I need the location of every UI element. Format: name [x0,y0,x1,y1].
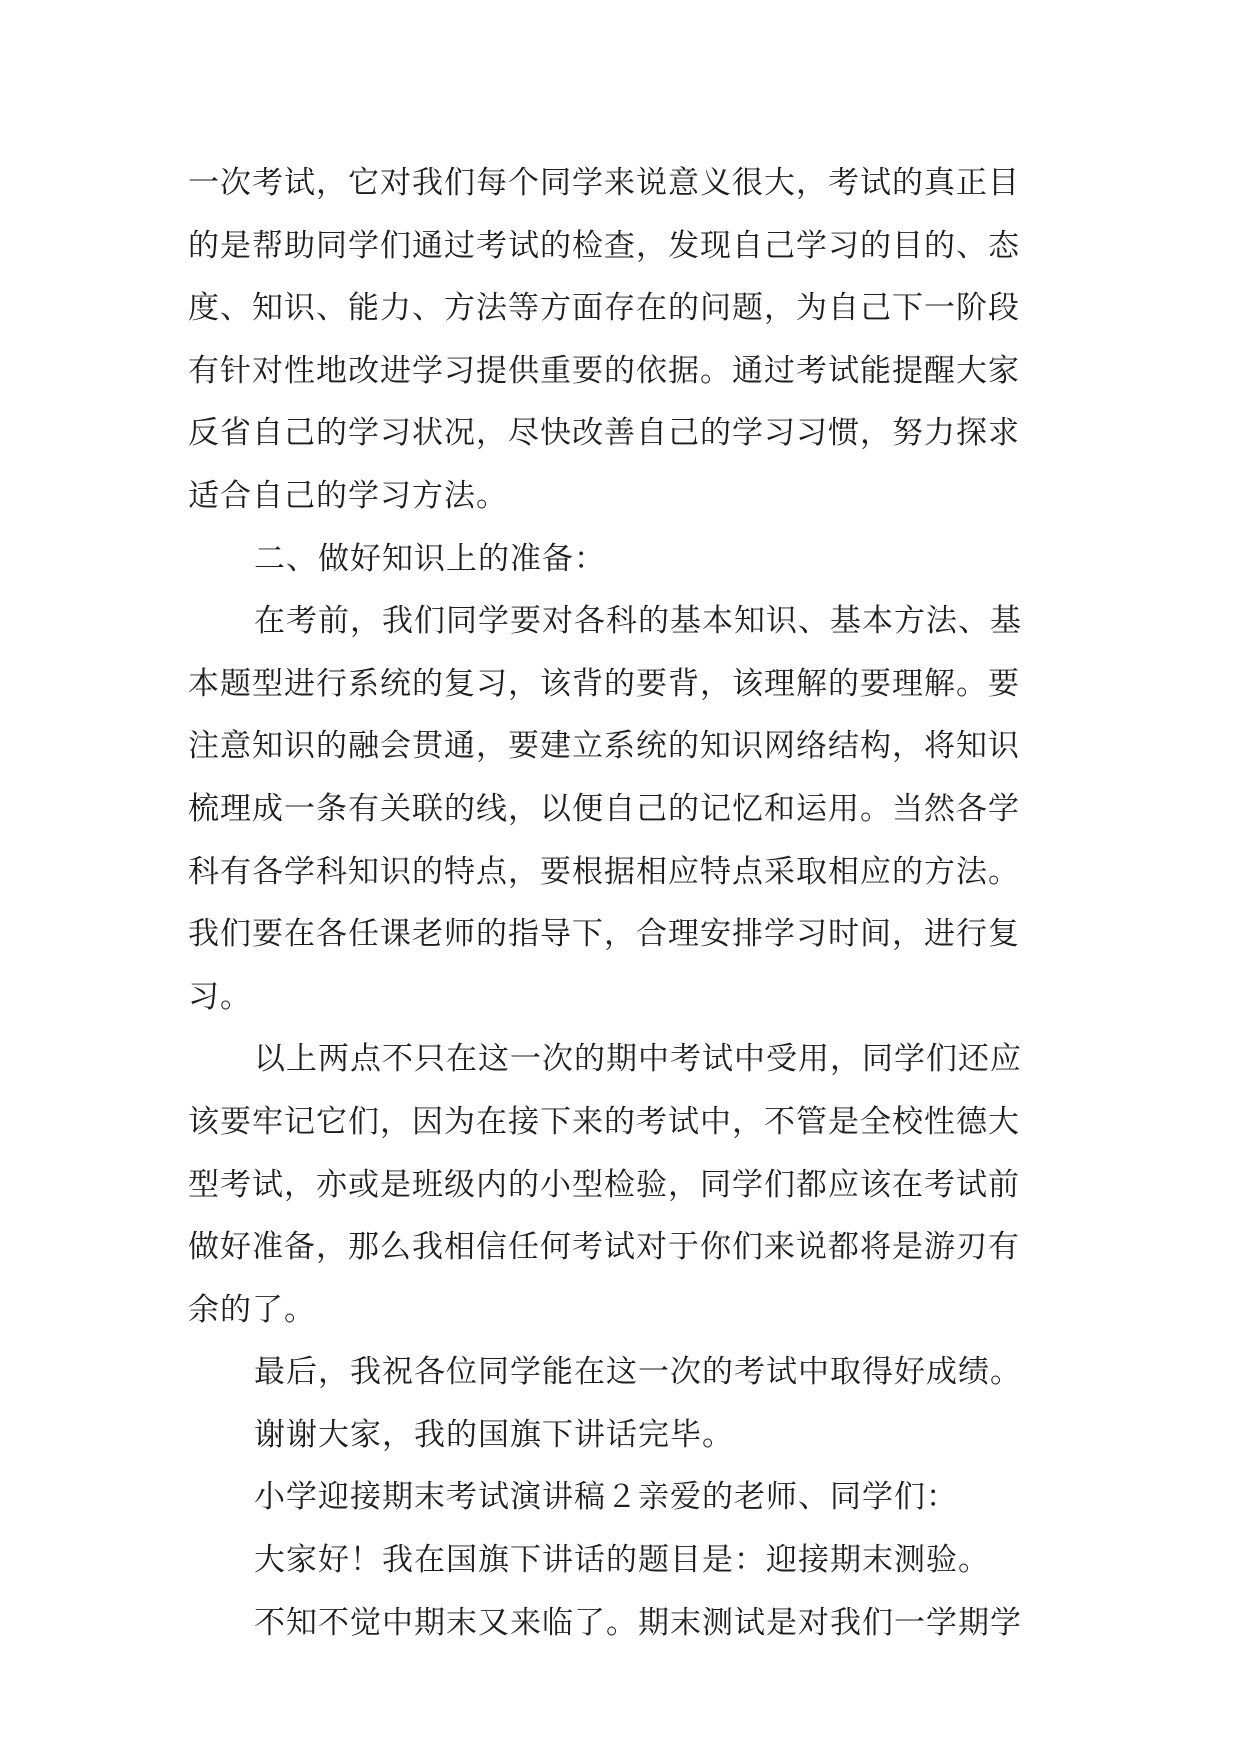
text-line: 适合自己的学习方法。 [188,477,508,514]
text-line: 型考试，亦或是班级内的小型检验，同学们都应该在考试前 [188,1166,1020,1203]
text-line: 该要牢记它们，因为在接下来的考试中，不管是全校性德大 [188,1103,1020,1140]
text-line: 不知不觉中期末又来临了。期末测试是对我们一学期学 [254,1604,1022,1641]
paragraph [188,1028,1068,1341]
paragraph [188,1529,1068,1592]
paragraph [188,528,1068,591]
document-body [188,152,1068,1654]
paragraph [188,590,1068,1028]
text-line: 小学迎接期末考试演讲稿２亲爱的老师、同学们： [254,1479,958,1516]
text-line: 梳理成一条有关联的线，以便自己的记忆和运用。当然各学 [188,790,1020,827]
text-line: 余的了。 [188,1291,316,1328]
text-line: 大家好！我在国旗下讲话的题目是：迎接期末测验。 [254,1542,990,1579]
text-line: 最后，我祝各位同学能在这一次的考试中取得好成绩。 [254,1354,1022,1391]
paragraph [188,1592,1068,1655]
text-line: 科有各学科知识的特点，要根据相应特点采取相应的方法。 [188,853,1020,890]
paragraph [188,152,1068,528]
text-line: 反省自己的学习状况，尽快改善自己的学习习惯，努力探求 [188,415,1020,452]
text-line: 习。 [188,978,252,1015]
text-line: 注意知识的融会贯通，要建立系统的知识网络结构，将知识 [188,728,1020,765]
text-line: 以上两点不只在这一次的期中考试中受用，同学们还应 [254,1041,1022,1078]
text-line: 二、做好知识上的准备： [254,540,606,577]
text-line: 做好准备，那么我相信任何考试对于你们来说都将是游刃有 [188,1229,1020,1266]
paragraph [188,1341,1068,1404]
text-line: 在考前，我们同学要对各科的基本知识、基本方法、基 [254,603,1022,640]
text-line: 我们要在各任课老师的指导下，合理安排学习时间，进行复 [188,916,1020,953]
paragraph [188,1466,1068,1529]
text-line: 有针对性地改进学习提供重要的依据。通过考试能提醒大家 [188,352,1020,389]
text-line: 度、知识、能力、方法等方面存在的问题，为自己下一阶段 [188,290,1020,327]
text-line: 本题型进行系统的复习，该背的要背，该理解的要理解。要 [188,665,1020,702]
text-line: 的是帮助同学们通过考试的检查，发现自己学习的目的、态 [188,227,1020,264]
paragraph [188,1404,1068,1467]
text-line: 谢谢大家，我的国旗下讲话完毕。 [254,1416,734,1453]
text-line: 一次考试，它对我们每个同学来说意义很大，考试的真正目 [188,165,1020,201]
